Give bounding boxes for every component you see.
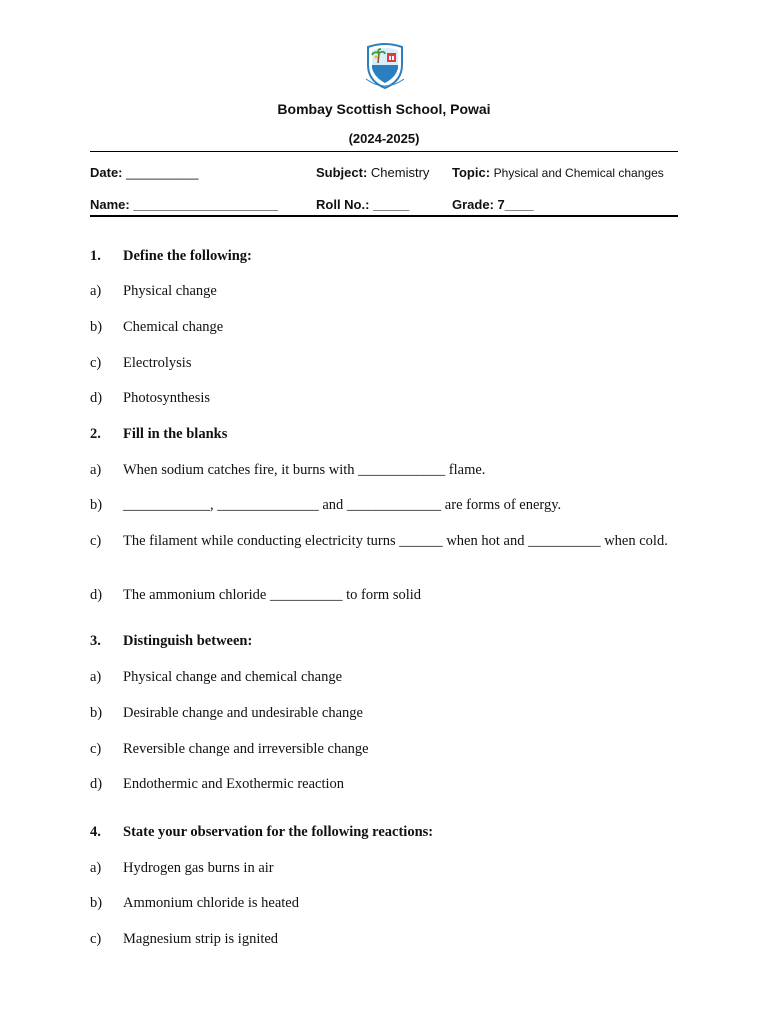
- subject-field: [316, 165, 429, 180]
- item-text: Endothermic and Exothermic reaction: [123, 776, 345, 792]
- item-text: Electrolysis: [123, 355, 192, 371]
- item-text: Ammonium chloride is heated: [123, 895, 299, 911]
- date-label: Date:: [90, 165, 123, 180]
- item-text: Hydrogen gas burns in air: [123, 860, 274, 876]
- item-text: Physical change and chemical change: [123, 669, 343, 685]
- item-label: c): [90, 931, 102, 947]
- item-label: a): [90, 669, 102, 685]
- section-title: State your observation for the following reactions:: [123, 824, 434, 840]
- item-text: The ammonium chloride __________ to form solid: [123, 587, 422, 603]
- item-text: Chemical change: [123, 319, 224, 335]
- section-title: Fill in the blanks: [123, 426, 228, 442]
- grade-field: [452, 197, 534, 212]
- item-label: a): [90, 860, 102, 876]
- item-label: d): [90, 776, 103, 792]
- item-label: c): [90, 533, 102, 549]
- section-number: 4.: [90, 824, 101, 840]
- academic-year: (2024-2025): [348, 131, 420, 146]
- item-text: ____________, ______________ and _____________ are forms of energy.: [123, 497, 562, 513]
- section-title: Distinguish between:: [123, 633, 253, 649]
- subject-value: Chemistry: [370, 165, 430, 180]
- item-text: Magnesium strip is ignited: [123, 931, 279, 947]
- section-number: 1.: [90, 248, 101, 264]
- item-label: a): [90, 283, 102, 299]
- item-label: c): [90, 355, 102, 371]
- school-name: Bombay Scottish School, Powai: [277, 101, 491, 117]
- item-text: Physical change: [123, 283, 217, 299]
- item-label: b): [90, 319, 103, 335]
- section-title: Define the following:: [123, 248, 252, 264]
- section-number: 3.: [90, 633, 101, 649]
- school-crest-logo: [360, 41, 410, 91]
- item-label: a): [90, 462, 102, 478]
- subject-label: Subject:: [316, 165, 368, 180]
- roll-field: [316, 197, 409, 212]
- topic-label: Topic:: [452, 165, 491, 180]
- item-label: b): [90, 895, 103, 911]
- item-label: b): [90, 705, 103, 721]
- item-text: The filament while conducting electricity turns ______ when hot and __________ when cold.: [123, 533, 668, 549]
- item-label: b): [90, 497, 103, 513]
- item-label: d): [90, 587, 103, 603]
- date-blank: __________: [126, 165, 199, 180]
- section-number: 2.: [90, 426, 101, 442]
- item-text: Desirable change and undesirable change: [123, 705, 363, 721]
- name-blank: ____________________: [133, 197, 278, 212]
- item-label: c): [90, 741, 102, 757]
- name-field: [90, 197, 278, 212]
- name-label: Name:: [90, 197, 130, 212]
- topic-value: Physical and Chemical changes: [493, 166, 664, 180]
- header-divider-bottom: [90, 215, 678, 217]
- item-text: When sodium catches fire, it burns with ____________ flame.: [123, 462, 486, 478]
- date-field: [90, 165, 198, 180]
- item-text: Photosynthesis: [123, 390, 211, 406]
- topic-field: [452, 165, 664, 180]
- header-divider-top: [90, 151, 678, 152]
- item-label: d): [90, 390, 103, 406]
- grade-label: Grade: 7____: [452, 197, 534, 212]
- item-text: Reversible change and irreversible change: [123, 741, 369, 757]
- roll-label: Roll No.:: [316, 197, 370, 212]
- roll-blank: _____: [373, 197, 410, 212]
